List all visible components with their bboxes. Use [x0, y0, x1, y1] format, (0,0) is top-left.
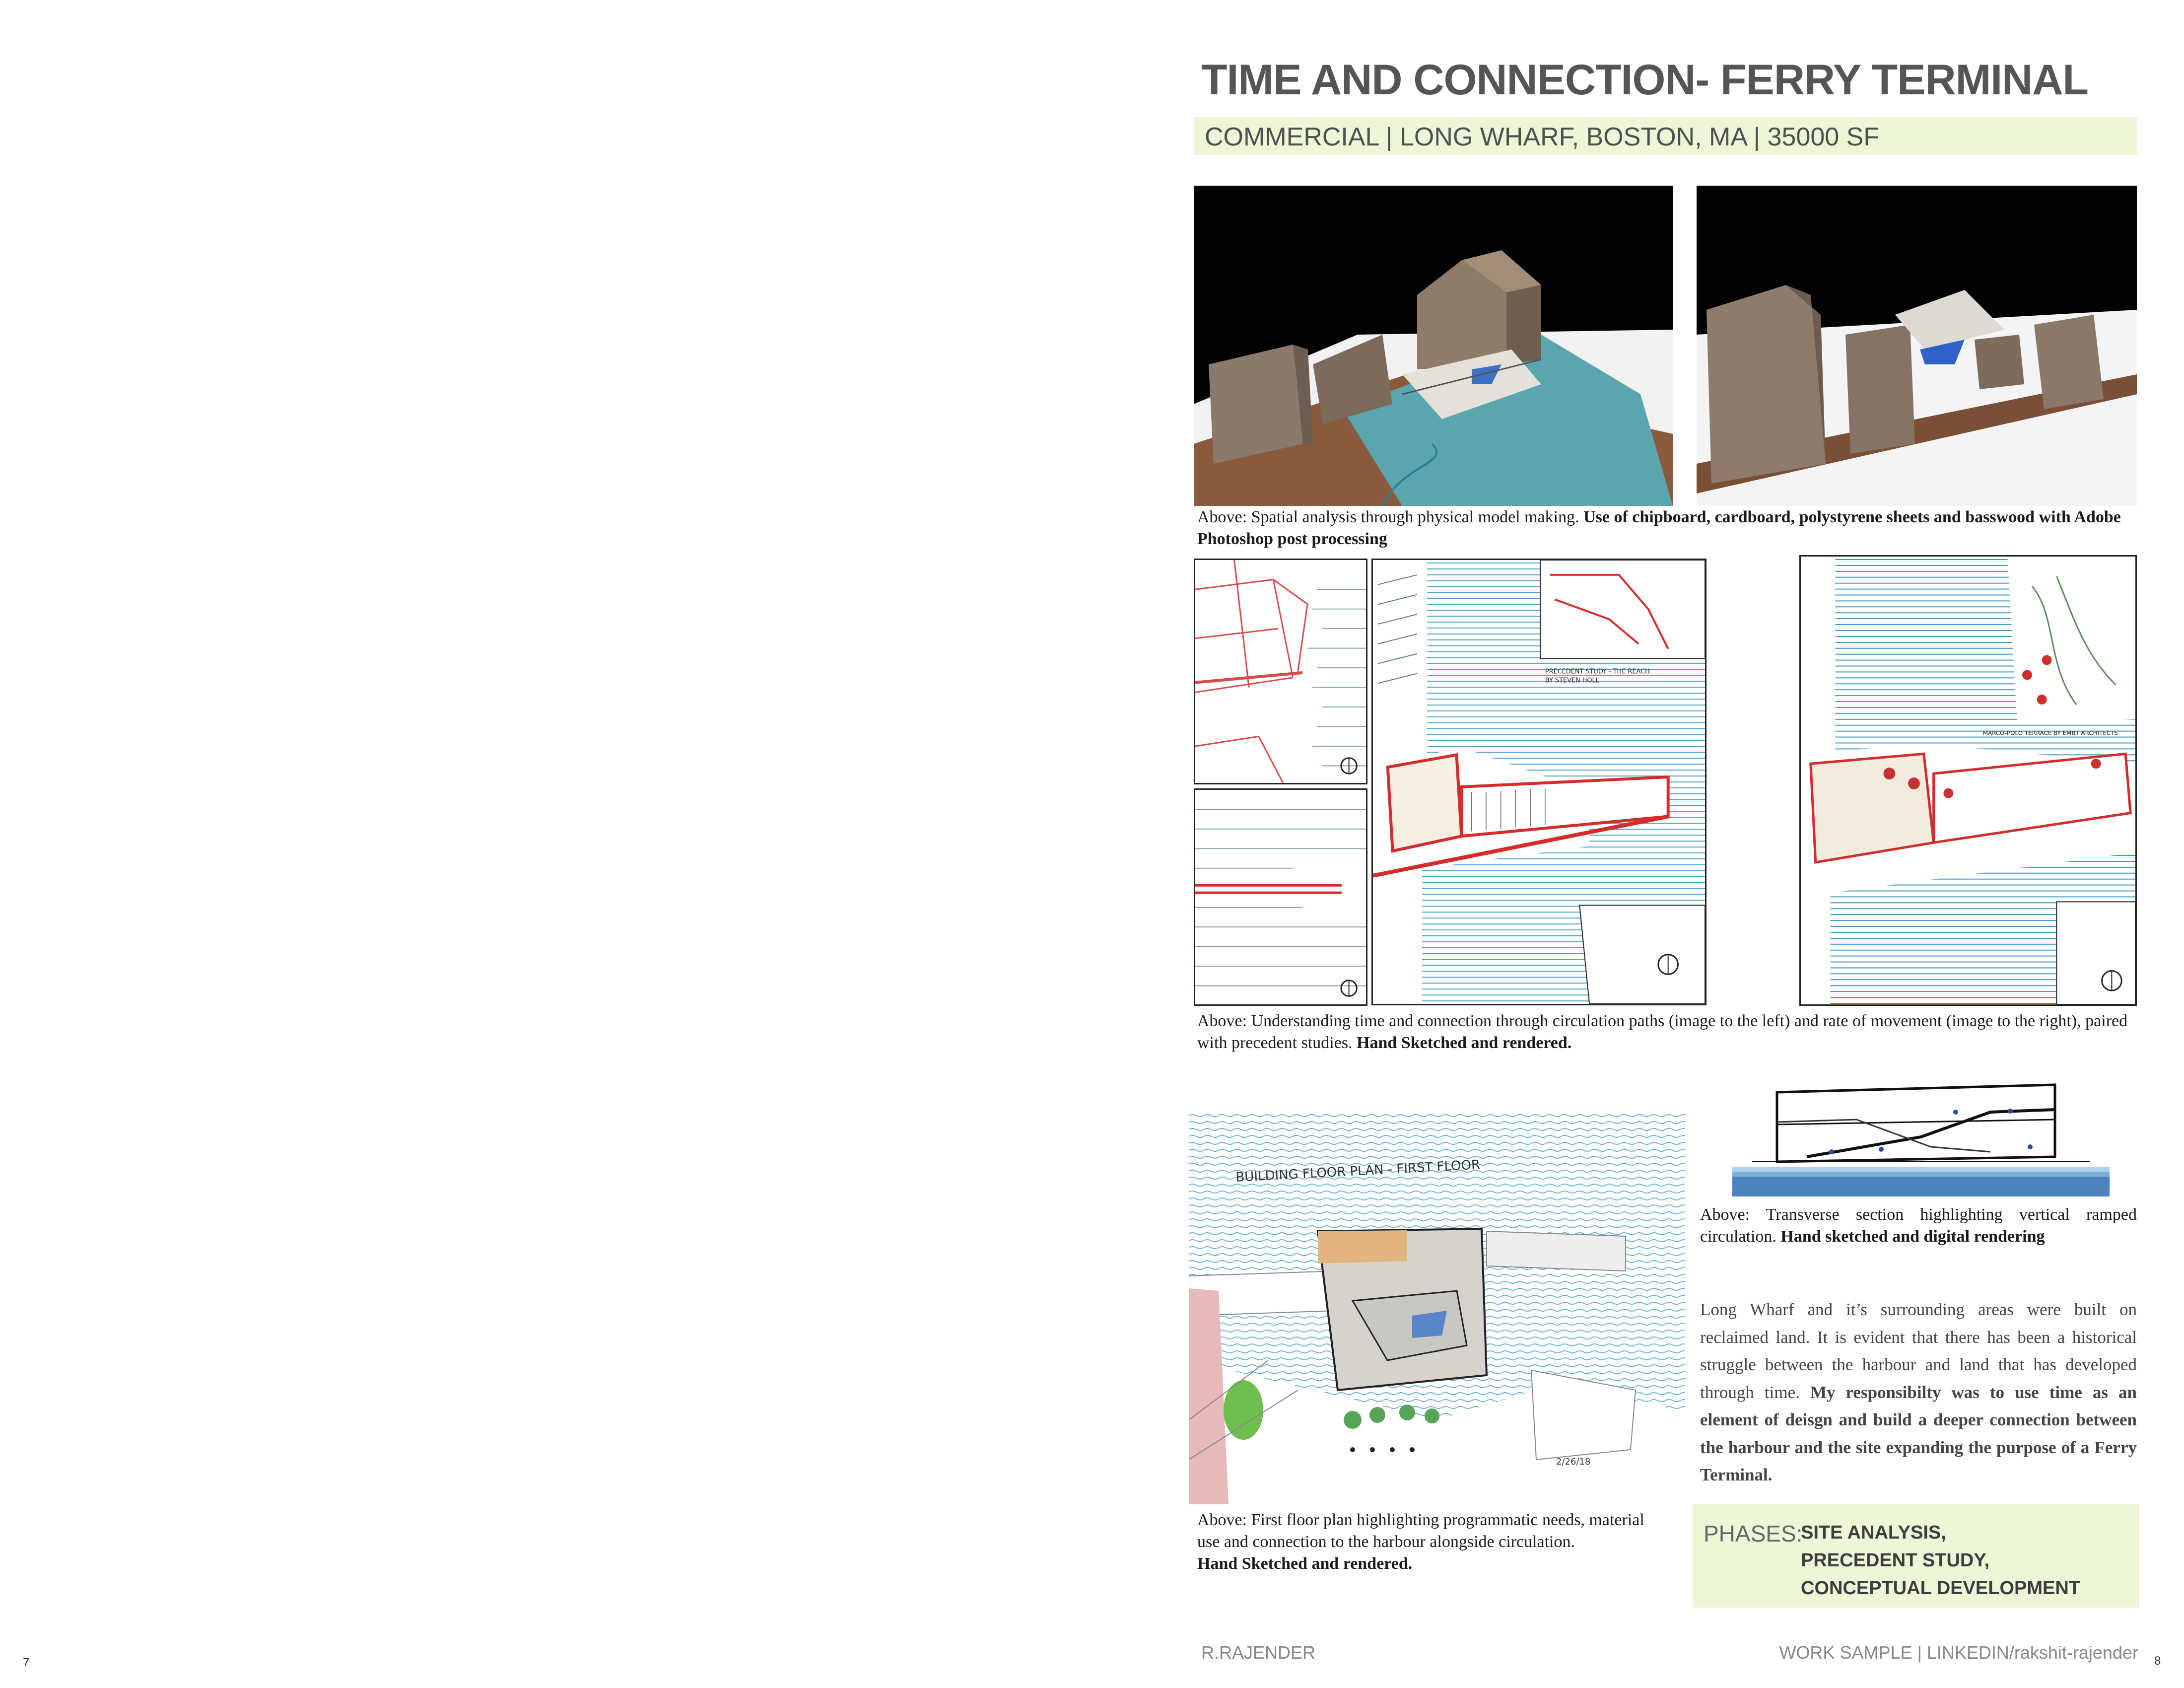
subtitle-bar [1194, 117, 2137, 155]
site-sketch-bottom [1194, 788, 1367, 1006]
phase-item: PRECEDENT STUDY, [1801, 1550, 1990, 1571]
page-title: TIME AND CONNECTION- FERRY TERMINAL [1201, 56, 2088, 104]
movement-sketch [1799, 555, 2137, 1006]
project-description-plain: Long Wharf and it’s surrounding areas were built on reclaimed land. It is evident that there has been a historical struggle between the harbour and land that has developed through time. [1700, 1300, 2137, 1402]
model-photo-2 [1697, 186, 2137, 506]
phases-label: PHASES: [1704, 1521, 1803, 1547]
page-number-right: 8 [2154, 1654, 2161, 1668]
site-sketch-top [1194, 559, 1367, 784]
project-description [1700, 1296, 2137, 1489]
caption-models-bold: Use of chipboard, cardboard, polystyrene sheets and basswood with Adobe Photoshop post processing [1197, 508, 2121, 548]
caption-floorplan-plain: Above: First floor plan highlighting programmatic needs, material use and connection to the harbour alongside circulation. [1197, 1511, 1644, 1551]
model-photo-1 [1194, 186, 1673, 506]
floorplan-title-label: BUILDING FLOOR PLAN - FIRST FLOOR [1235, 1157, 1481, 1185]
footer-link[interactable]: WORK SAMPLE | LINKEDIN/rakshit-rajender [1779, 1642, 2138, 1663]
page-number-left: 7 [23, 1656, 30, 1669]
project-description-bold: My responsibilty was to use time as an element of deisgn and build a deeper connection between the harbour and the site expanding the purpose of a Ferry Terminal. [1700, 1382, 2137, 1484]
floor-plan-sketch [1189, 1112, 1685, 1504]
caption-section-bold: Hand sketched and digital rendering [1780, 1227, 2045, 1246]
precedent-label-1b: BY STEVEN HOLL [1545, 677, 1599, 685]
caption-circulation-plain: Above: Understanding time and connection through circulation paths (image to the left) and rate of movement (image to the right), paired with precedent studies. [1197, 1012, 2128, 1052]
caption-circulation-bold: Hand Sketched and rendered. [1357, 1034, 1572, 1052]
caption-models [1197, 506, 2138, 550]
footer-author: R.RAJENDER [1201, 1642, 1316, 1663]
precedent-label-2: MARCO-POLO TERRACE BY EMBT ARCHITECTS [1982, 729, 2118, 737]
precedent-label-1: PRECEDENT STUDY - THE REACH [1545, 668, 1650, 676]
caption-floorplan [1197, 1509, 1669, 1575]
floorplan-date-label: 2/26/18 [1556, 1457, 1591, 1467]
phase-item: SITE ANALYSIS, [1801, 1522, 1946, 1543]
caption-section-plain: Above: Transverse section highlighting vertical ramped circulation. [1700, 1205, 2137, 1246]
phases-box [1693, 1504, 2139, 1608]
caption-models-plain: Above: Spatial analysis through physical model making. [1197, 508, 1584, 526]
transverse-section [1732, 1077, 2110, 1206]
caption-circulation [1197, 1010, 2138, 1054]
project-subtitle: COMMERCIAL | LONG WHARF, BOSTON, MA | 35000 SF [1205, 123, 1880, 151]
caption-section [1700, 1204, 2137, 1248]
phase-item: CONCEPTUAL DEVELOPMENT [1801, 1578, 2081, 1599]
circulation-sketch [1371, 559, 1706, 1005]
caption-floorplan-bold: Hand Sketched and rendered. [1197, 1554, 1413, 1573]
